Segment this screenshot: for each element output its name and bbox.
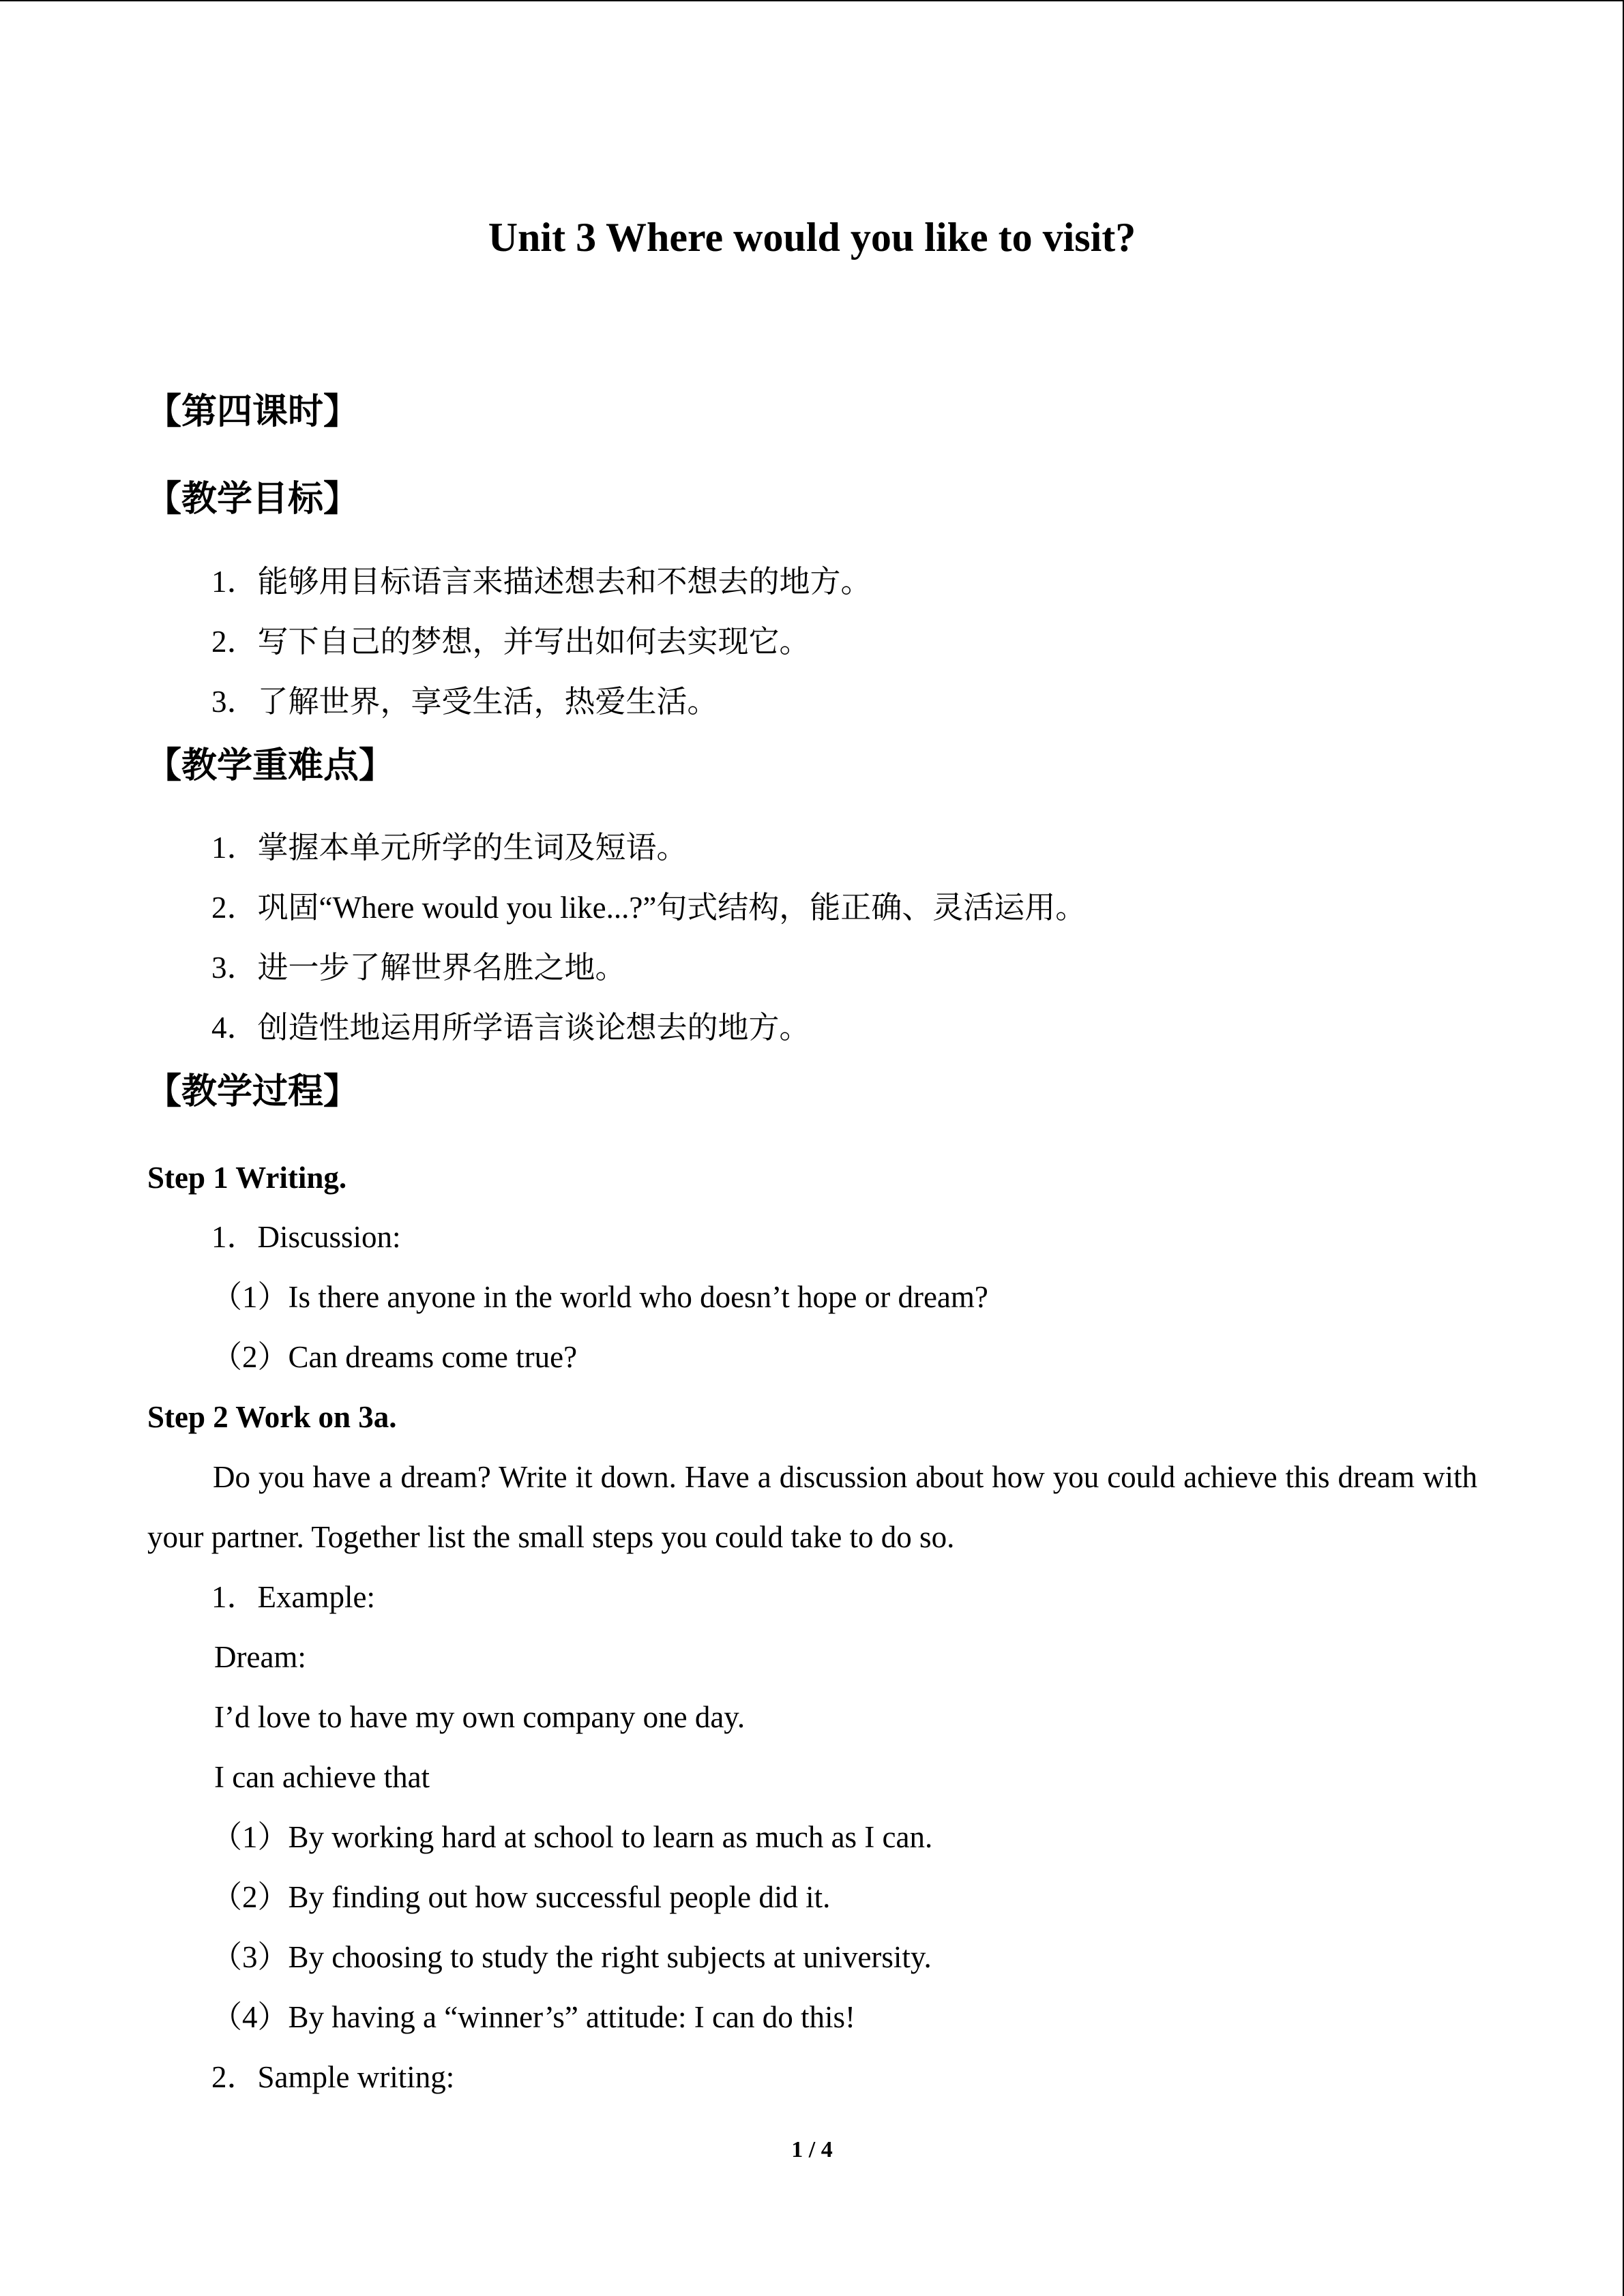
step2-title: Step 2 Work on 3a. (147, 1400, 397, 1434)
step2-line: 1．Example: (211, 1580, 375, 1614)
key-point-item: 4．创造性地运用所学语言谈论想去的地方。 (211, 1011, 810, 1045)
process-heading: 【教学过程】 (146, 1071, 359, 1112)
key-point-item: 3．进一步了解世界名胜之地。 (211, 951, 626, 985)
step2-line: （3）By choosing to study the right subjects at university. (211, 1940, 932, 1974)
objectives-heading: 【教学目标】 (146, 479, 359, 520)
step1-line: （1）Is there anyone in the world who doesn’t hope or dream? (211, 1280, 988, 1314)
step1-title: Step 1 Writing. (147, 1161, 347, 1195)
key-point-item: 2．巩固“Where would you like...?”句式结构，能正确、灵活运用。 (211, 891, 1087, 925)
step2-line: I can achieve that (214, 1760, 430, 1794)
key-point-item: 1．掌握本单元所学的生词及短语。 (211, 831, 688, 865)
document-title: Unit 3 Where would you like to visit? (488, 215, 1136, 260)
step2-line: 2．Sample writing: (211, 2060, 455, 2094)
objective-item: 1．能够用目标语言来描述想去和不想去的地方。 (211, 565, 872, 599)
objective-item: 2．写下自己的梦想，并写出如何去实现它。 (211, 625, 810, 659)
key-points-heading: 【教学重难点】 (146, 745, 395, 786)
step2-line: I’d love to have my own company one day. (214, 1700, 745, 1734)
step1-line: 1．Discussion: (211, 1220, 401, 1254)
step2-line: （4）By having a “winner’s” attitude: I can do this! (211, 2000, 855, 2034)
step1-line: （2）Can dreams come true? (211, 1340, 578, 1374)
objective-item: 3．了解世界，享受生活，热爱生活。 (211, 685, 718, 719)
step2-line: Dream: (214, 1640, 306, 1674)
step2-line: （1）By working hard at school to learn as much as I can. (211, 1820, 933, 1854)
step2-paragraph: Do you have a dream? Write it down. Have a discussion about how you could achieve this dream with your partner. Together list the small steps you could take to do so. (147, 1460, 1477, 1554)
step2-line: （2）By finding out how successful people did it. (211, 1880, 831, 1914)
page-number: 1 / 4 (791, 2137, 833, 2162)
lesson-heading: 【第四课时】 (146, 391, 359, 432)
